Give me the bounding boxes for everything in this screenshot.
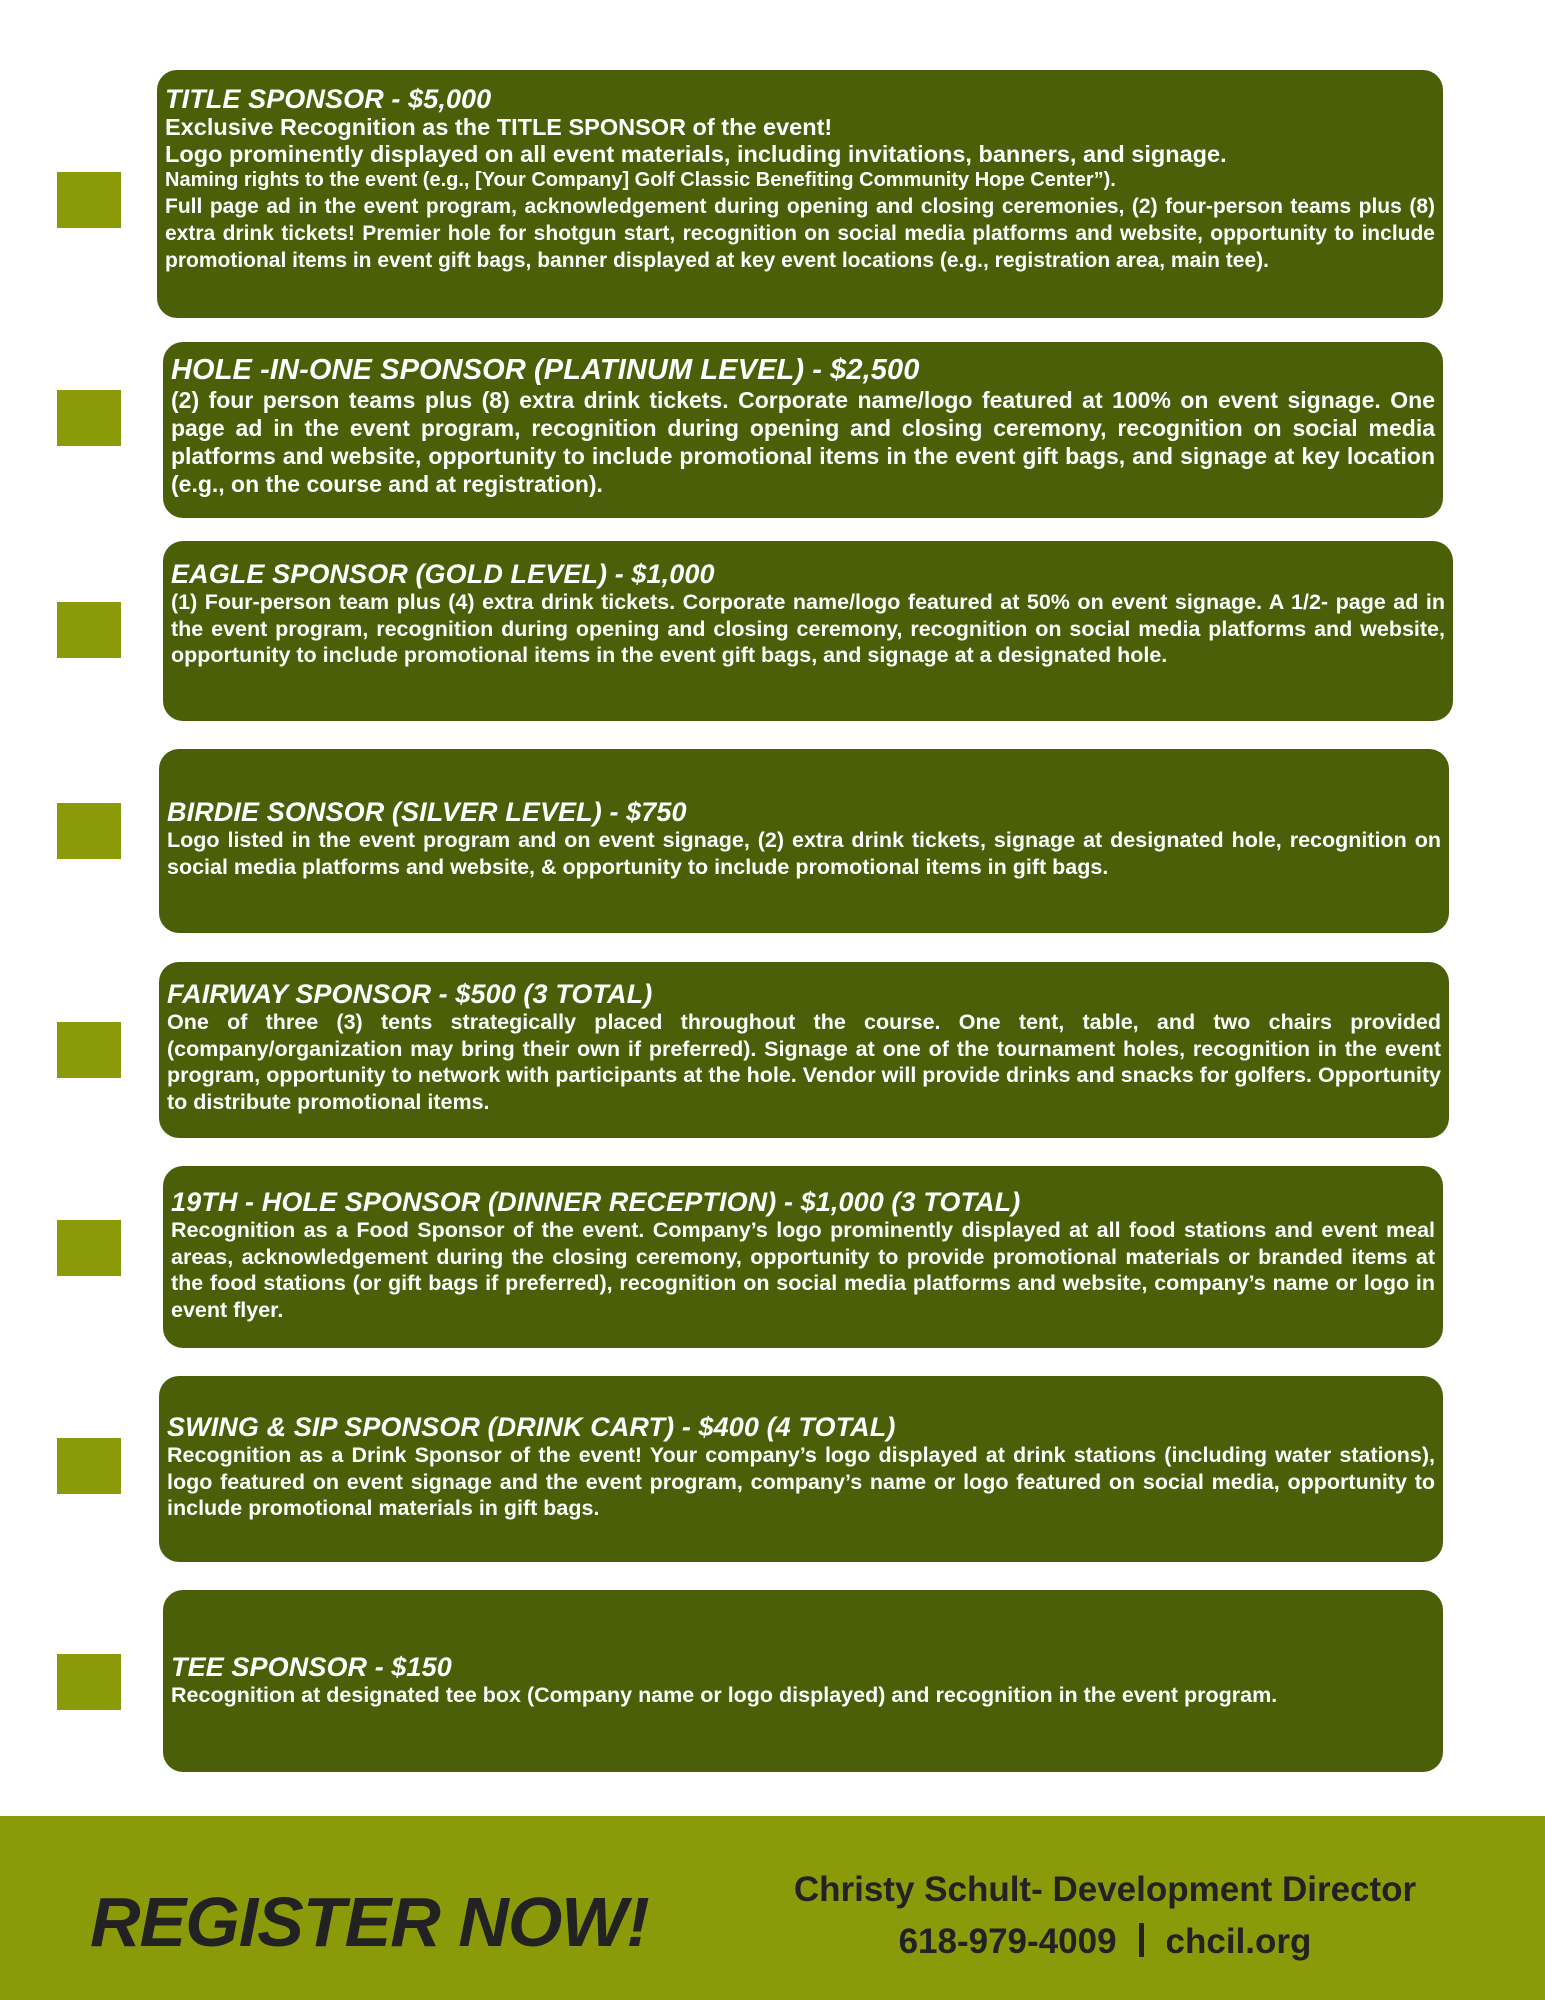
- tier-body-line: Naming rights to the event (e.g., [Your Company] Golf Classic Benefiting Community Hope Center”).: [165, 169, 1116, 191]
- tier-body: One of three (3) tents strategically placed throughout the course. One tent, table, and two chairs provided (company/organization may bring their own if preferred). Signage at one of the tournament holes, recognition in the event program, opportunity to network with participants at the hole. Vendor will provide drinks and snacks for golfers. Opportunity to distribute promotional items.: [167, 1010, 1441, 1114]
- tier-body: Recognition as a Food Sponsor of the event. Company’s logo prominently displayed at all food stations and event meal areas, acknowledgement during the closing ceremony, opportunity to provide promotional materials or branded items at the food stations (or gift bags if preferred), recognition on social media platforms and website, company’s name or logo in event flyer.: [171, 1218, 1435, 1322]
- register-now-cta[interactable]: REGISTER NOW!: [90, 1883, 649, 1961]
- checkbox-fairway-sponsor[interactable]: [57, 1022, 121, 1078]
- contact-line: [780, 1922, 1430, 1962]
- tier-body: (1) Four-person team plus (4) extra drink tickets. Corporate name/logo featured at 50% on event signage. A 1/2- page ad in the event program, recognition during opening and closing ceremony, recognition on social media platforms and website, opportunity to include promotional items in the event gift bags, and signage at a designated hole.: [171, 590, 1445, 667]
- divider: [1139, 1923, 1144, 1957]
- checkbox-birdie-sponsor[interactable]: [57, 803, 121, 859]
- tier-card-title-sponsor: [157, 70, 1443, 318]
- checkbox-swing-sip-sponsor[interactable]: [57, 1438, 121, 1494]
- checkbox-hole-in-one-sponsor[interactable]: [57, 390, 121, 446]
- tier-body-line: Logo prominently displayed on all event materials, including invitations, banners, and signage.: [165, 141, 1227, 167]
- tier-title: SWING & SIP SPONSOR (DRINK CART) - $400 (4 TOTAL): [167, 1412, 896, 1442]
- tier-card-eagle-sponsor: [163, 541, 1453, 721]
- tier-body: (2) four person teams plus (8) extra drink tickets. Corporate name/logo featured at 100% on event signage. One page ad in the event program, recognition during opening and closing ceremony, recognition on social media platforms and website, opportunity to include promotional items in the event gift bags, and signage at key location (e.g., on the course and at registration).: [171, 387, 1435, 497]
- tier-card-swing-sip-sponsor: [159, 1376, 1443, 1562]
- website-link[interactable]: chcil.org: [1165, 1922, 1312, 1961]
- tier-title: TITLE SPONSOR - $5,000: [165, 84, 492, 114]
- tier-title: 19TH - HOLE SPONSOR (DINNER RECEPTION) - $1,000 (3 TOTAL): [171, 1187, 1021, 1217]
- contact-name: Christy Schult- Development Director: [793, 1870, 1417, 1909]
- tier-card-hole-in-one-sponsor: [163, 342, 1443, 518]
- tier-title: TEE SPONSOR - $150: [171, 1652, 452, 1682]
- tier-card-fairway-sponsor: [159, 962, 1449, 1138]
- tier-title: BIRDIE SONSOR (SILVER LEVEL) - $750: [167, 797, 687, 827]
- tier-body: Logo listed in the event program and on event signage, (2) extra drink tickets, signage at designated hole, recognition on social media platforms and website, & opportunity to include promotional items in gift bags.: [167, 828, 1441, 879]
- tier-body: Recognition at designated tee box (Company name or logo displayed) and recognition in the event program.: [171, 1683, 1278, 1707]
- tier-title: HOLE -IN-ONE SPONSOR (PLATINUM LEVEL) - $2,500: [171, 354, 920, 386]
- tier-title: EAGLE SPONSOR (GOLD LEVEL) - $1,000: [171, 559, 715, 589]
- checkbox-eagle-sponsor[interactable]: [57, 602, 121, 658]
- checkbox-title-sponsor[interactable]: [57, 172, 121, 228]
- tier-title: FAIRWAY SPONSOR - $500 (3 TOTAL): [167, 979, 653, 1009]
- tier-body-line: Full page ad in the event program, acknowledgement during opening and closing ceremonies, (2) four-person teams plus (8) extra drink tickets! Premier hole for shotgun start, recognition on social media platforms and website, opportunity to include promotional items in event gift bags, banner displayed at key event locations (e.g., registration area, main tee).: [165, 195, 1435, 272]
- tier-card-19th-hole-sponsor: [163, 1166, 1443, 1348]
- footer-banner: [0, 1816, 1545, 2000]
- tier-body-line: Exclusive Recognition as the TITLE SPONSOR of the event!: [165, 114, 833, 140]
- phone-number[interactable]: 618-979-4009: [898, 1922, 1117, 1961]
- tier-body: Recognition as a Drink Sponsor of the event! Your company’s logo displayed at drink stations (including water stations), logo featured on event signage and the event program, company’s name or logo featured on social media, opportunity to include promotional materials in gift bags.: [167, 1443, 1435, 1520]
- checkbox-19th-hole-sponsor[interactable]: [57, 1220, 121, 1276]
- tier-card-tee-sponsor: [163, 1590, 1443, 1772]
- tier-card-birdie-sponsor: [159, 749, 1449, 933]
- checkbox-tee-sponsor[interactable]: [57, 1654, 121, 1710]
